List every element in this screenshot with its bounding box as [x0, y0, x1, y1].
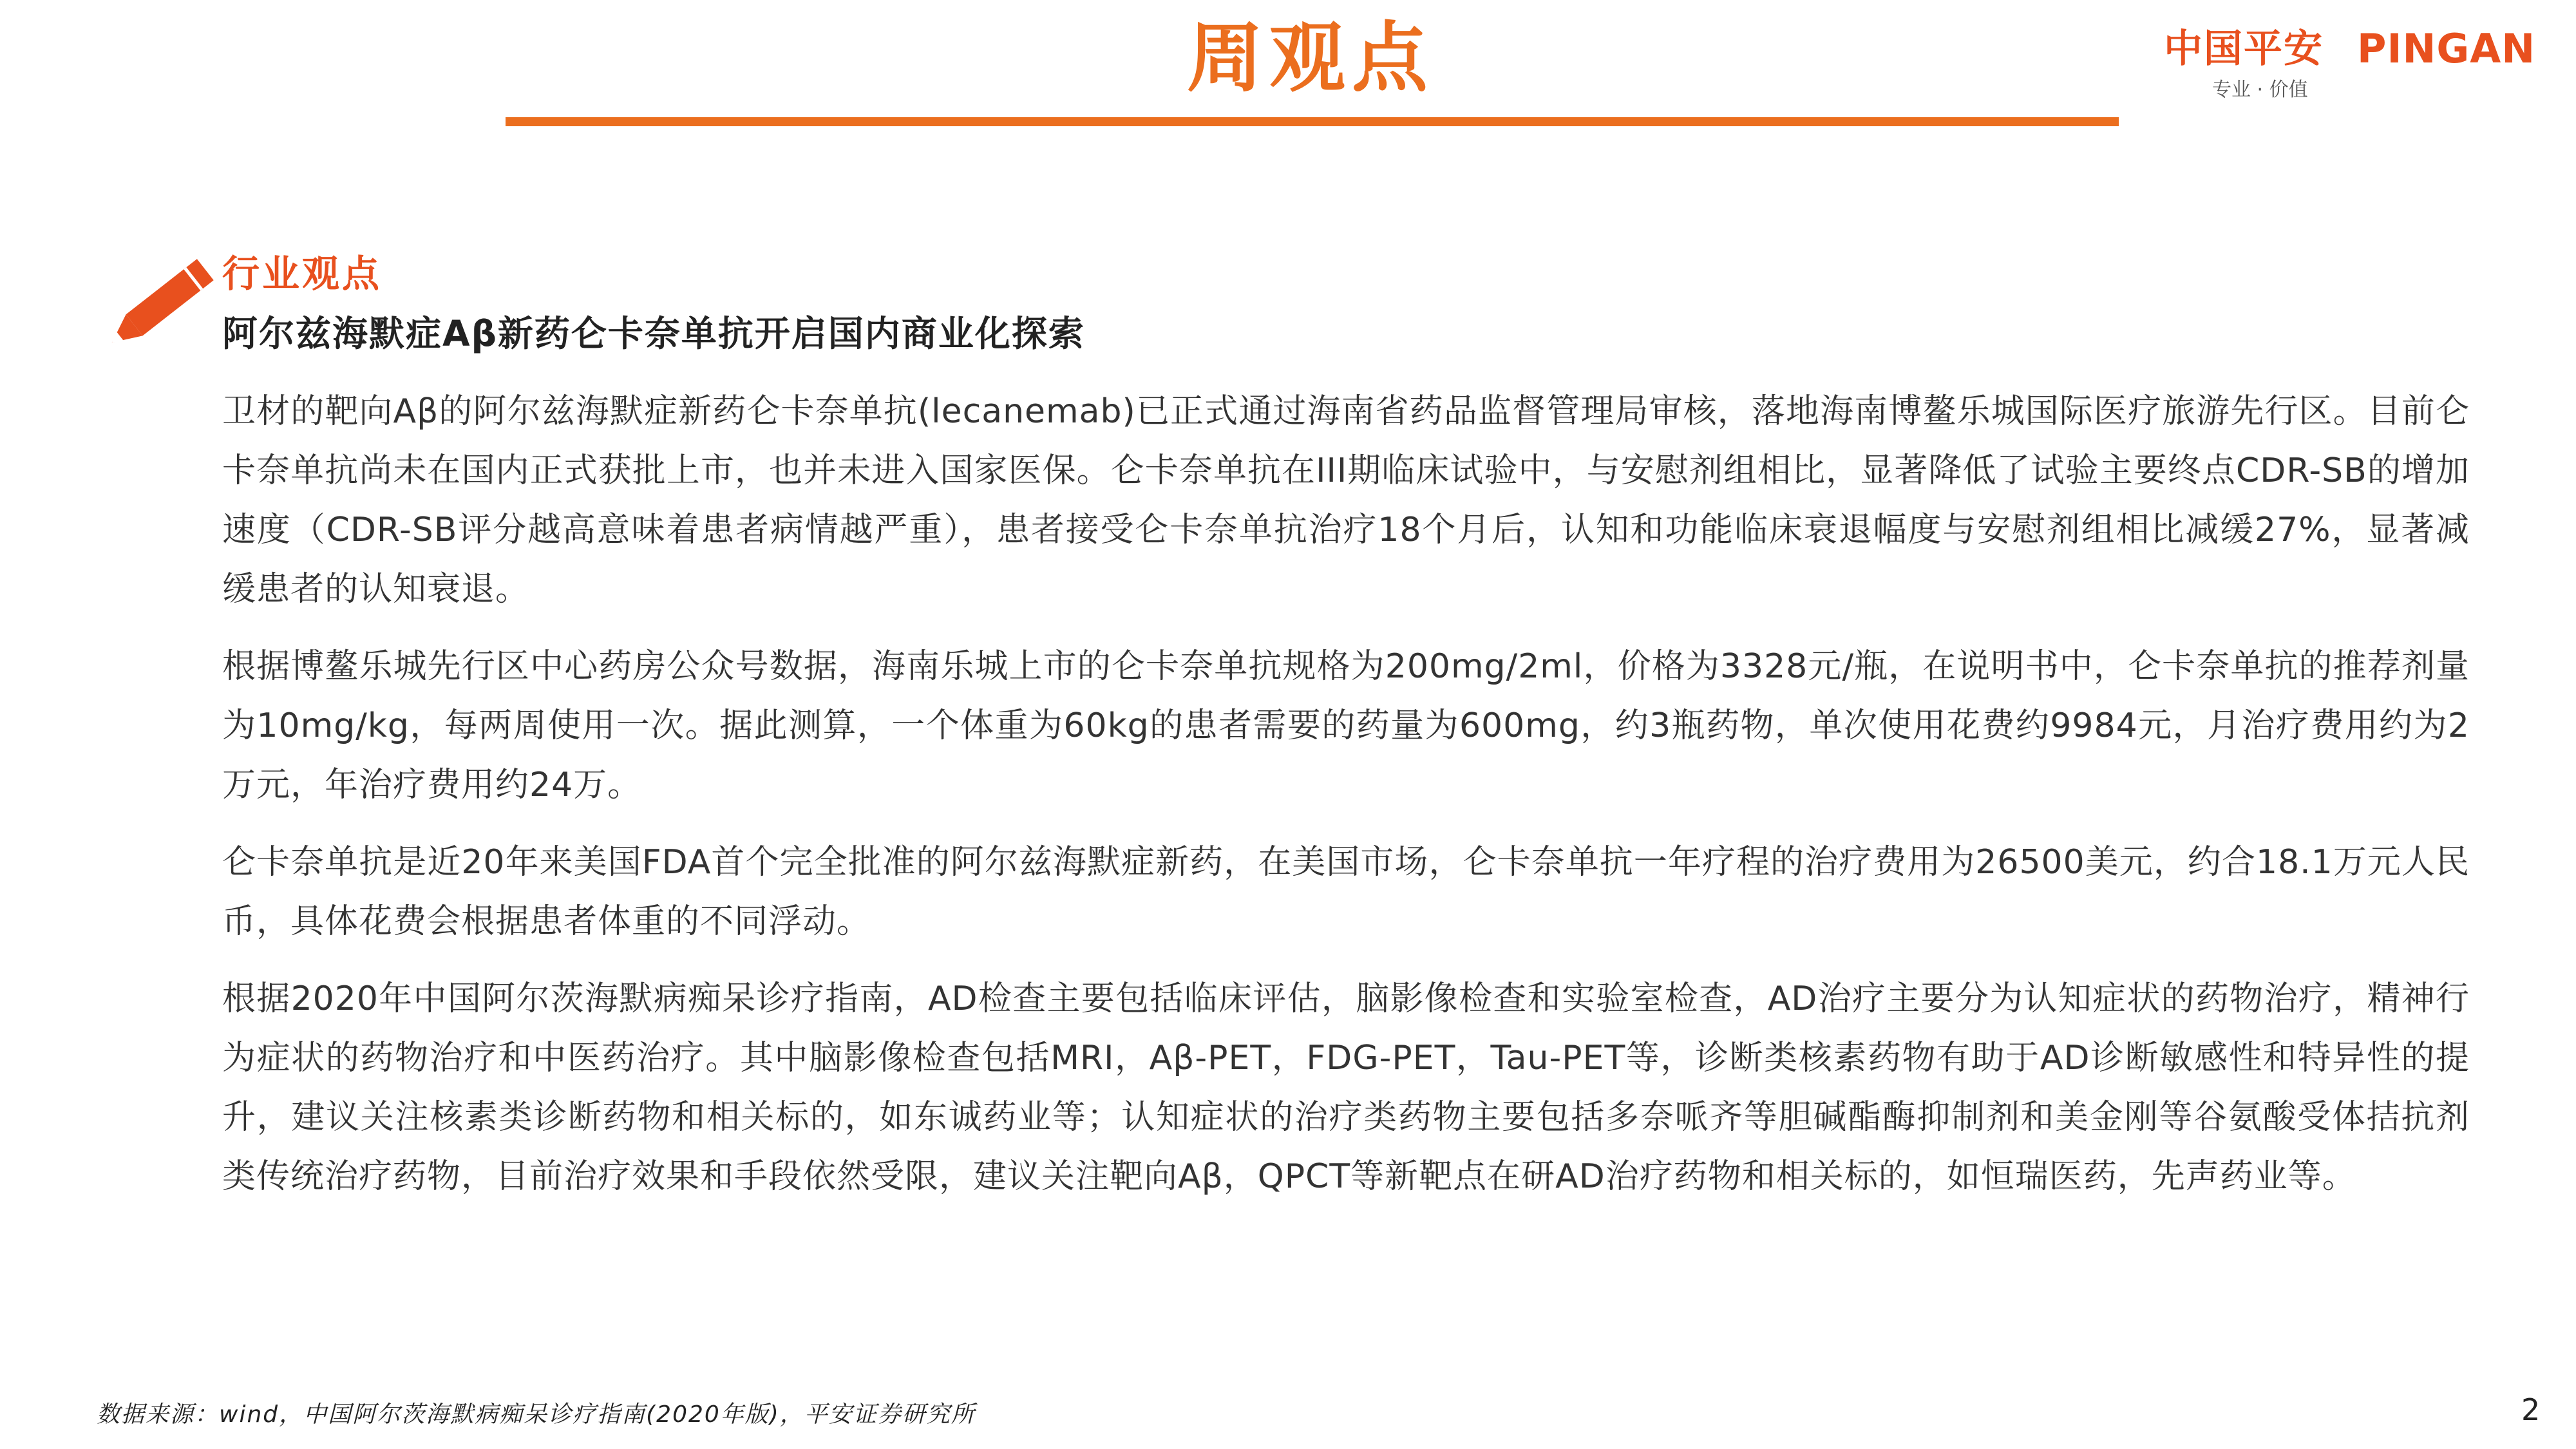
paragraph-2: 根据博鳌乐城先行区中心药房公众号数据，海南乐城上市的仑卡奈单抗规格为200mg/2ml，价格为3328元/瓶，在说明书中，仑卡奈单抗的推荐剂量为10mg/kg，每两周使用一次。据此测算，一个体重为60kg的患者需要的药量为600mg，约3瓶药物，单次使用花费约9984元，月治疗费用约为2万元，年治疗费用约24万。: [222, 647, 2470, 804]
paragraph-3: 仑卡奈单抗是近20年来美国FDA首个完全批准的阿尔兹海默症新药，在美国市场，仑卡奈单抗一年疗程的治疗费用为26500美元，约合18.1万元人民币，具体花费会根据患者体重的不同浮动。: [222, 843, 2470, 941]
pingan-logo: [2164, 23, 2563, 107]
logo-chinese: 中国平安: [2164, 26, 2324, 71]
logo-english: PINGAN: [2357, 25, 2536, 72]
logo-tagline: 专业 · 价值: [2212, 79, 2308, 101]
title-divider: [506, 117, 2119, 126]
data-source-footnote: 数据来源：wind，中国阿尔茨海默病痴呆诊疗指南(2020年版)，平安证券研究所: [97, 1401, 976, 1428]
section-headline: 阿尔兹海默症Aβ新药仑卡奈单抗开启国内商业化探索: [222, 313, 1085, 354]
page-title: 周观点: [1186, 13, 1434, 102]
page-number: 2: [2521, 1392, 2541, 1427]
paragraph-1: 卫材的靶向Aβ的阿尔兹海默症新药仑卡奈单抗(lecanemab)已正式通过海南省药品监督管理局审核，落地海南博鳌乐城国际医疗旅游先行区。目前仑卡奈单抗尚未在国内正式获批上市，也并未进入国家医保。仑卡奈单抗在III期临床试验中，与安慰剂组相比，显著降低了试验主要终点CDR-SB的增加速度（CDR-SB评分越高意味着患者病情越严重），患者接受仑卡奈单抗治疗18个月后，认知和功能临床衰退幅度与安慰剂组相比减缓27%，显著减缓患者的认知衰退。: [222, 392, 2470, 609]
body-text: [222, 382, 2470, 1224]
section-label: 行业观点: [222, 252, 383, 296]
pencil-icon: [97, 254, 225, 364]
paragraph-4: 根据2020年中国阿尔茨海默病痴呆诊疗指南，AD检查主要包括临床评估，脑影像检查和实验室检查，AD治疗主要分为认知症状的药物治疗，精神行为症状的药物治疗和中医药治疗。其中脑影像检查包括MRI，Aβ-PET，FDG-PET，Tau-PET等，诊断类核素药物有助于AD诊断敏感性和特异性的提升，建议关注核素类诊断药物和相关标的，如东诚药业等；认知症状的治疗类药物主要包括多奈哌齐等胆碱酯酶抑制剂和美金刚等谷氨酸受体拮抗剂类传统治疗药物，目前治疗效果和手段依然受限，建议关注靶向Aβ，QPCT等新靶点在研AD治疗药物和相关标的，如恒瑞医药，先声药业等。: [222, 980, 2470, 1196]
